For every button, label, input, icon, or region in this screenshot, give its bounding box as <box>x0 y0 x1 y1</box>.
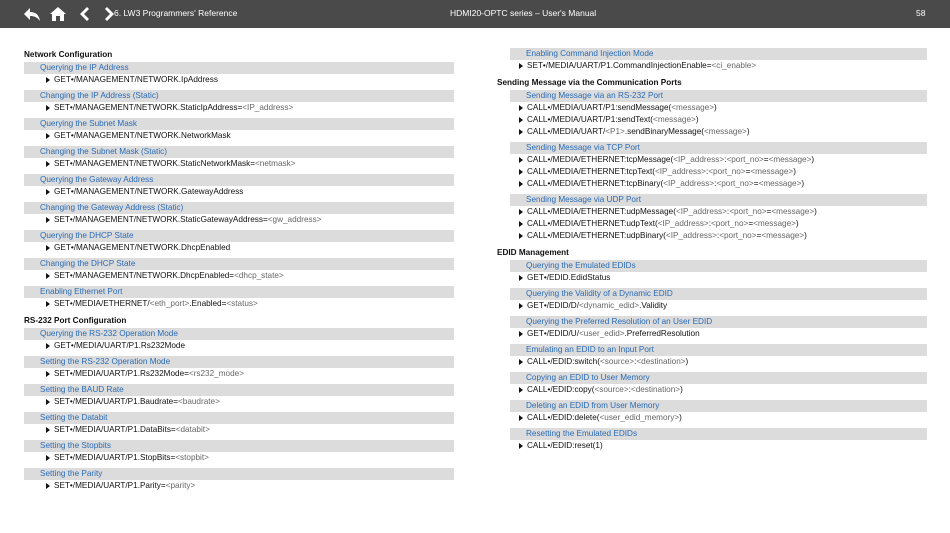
command-line[interactable] <box>497 114 927 126</box>
topic-link[interactable]: Setting the BAUD Rate <box>24 384 454 396</box>
command-text: GET•/EDID/D/<dynamic_edid>.Validity <box>527 301 668 310</box>
command-line[interactable] <box>497 166 927 178</box>
topic-link[interactable]: Setting the Parity <box>24 468 454 480</box>
topic-link[interactable]: Querying the Emulated EDIDs <box>510 260 927 272</box>
command-text: CALL•/EDID:switch(<source>:<destination>) <box>527 357 689 366</box>
command-line[interactable] <box>497 300 927 312</box>
topic-link[interactable]: Sending Message via TCP Port <box>510 142 927 154</box>
command-text: CALL•/MEDIA/ETHERNET:udpBinary(<IP_address>:<port_no>=<message>) <box>527 231 807 240</box>
command-text: CALL•/MEDIA/ETHERNET:tcpBinary(<IP_address>:<port_no>=<message>) <box>527 179 805 188</box>
command-line[interactable] <box>24 214 454 226</box>
command-line[interactable] <box>24 102 454 114</box>
command-text: CALL•/MEDIA/ETHERNET:udpText(<IP_address>:<port_no>=<message>) <box>527 219 799 228</box>
topic-link[interactable]: Querying the Gateway Address <box>24 174 454 186</box>
topic-link[interactable]: Changing the DHCP State <box>24 258 454 270</box>
command-line[interactable] <box>497 154 927 166</box>
section-title: EDID Management <box>497 248 569 257</box>
command-text: SET•/MANAGEMENT/NETWORK.StaticGatewayAddress=<gw_address> <box>54 215 322 224</box>
command-text: SET•/MEDIA/ETHERNET/<eth_port>.Enabled=<status> <box>54 299 258 308</box>
topic-link[interactable]: Querying the Preferred Resolution of an User EDID <box>510 316 927 328</box>
command-text: SET•/MEDIA/UART/P1.DataBits=<databit> <box>54 425 210 434</box>
command-text: GET•/MEDIA/UART/P1.Rs232Mode <box>54 341 186 350</box>
command-text: SET•/MEDIA/UART/P1.Baudrate=<baudrate> <box>54 397 220 406</box>
topic-link[interactable]: Sending Message via an RS-232 Port <box>510 90 927 102</box>
command-text: GET•/MANAGEMENT/NETWORK.NetworkMask <box>54 131 231 140</box>
section-title: RS-232 Port Configuration <box>24 316 127 325</box>
command-line[interactable] <box>497 328 927 340</box>
command-line[interactable] <box>24 368 454 380</box>
command-text: SET•/MEDIA/UART/P1.Rs232Mode=<rs232_mode> <box>54 369 244 378</box>
command-text: SET•/MEDIA/UART/P1.CommandInjectionEnable=<ci_enable> <box>527 61 757 70</box>
command-line[interactable] <box>24 130 454 142</box>
command-text: CALL•/EDID:delete(<user_edid_memory>) <box>527 413 682 422</box>
command-line[interactable] <box>497 230 927 242</box>
command-line[interactable] <box>24 452 454 464</box>
topic-link[interactable]: Setting the RS-232 Operation Mode <box>24 356 454 368</box>
topic-link[interactable]: Sending Message via UDP Port <box>510 194 927 206</box>
command-text: CALL•/MEDIA/UART/P1:sendMessage(<message>) <box>527 103 717 112</box>
command-line[interactable] <box>24 186 454 198</box>
command-line[interactable] <box>497 412 927 424</box>
command-line[interactable] <box>497 272 927 284</box>
topic-link[interactable]: Enabling Command Injection Mode <box>510 48 927 60</box>
command-text: CALL•/MEDIA/ETHERNET:tcpText(<IP_address>:<port_no>=<message>) <box>527 167 796 176</box>
section-title: Network Configuration <box>24 50 113 59</box>
command-text: SET•/MANAGEMENT/NETWORK.StaticNetworkMask=<netmask> <box>54 159 296 168</box>
command-line[interactable] <box>497 356 927 368</box>
section-title: Sending Message via the Communication Ports <box>497 78 682 87</box>
topic-link[interactable]: Resetting the Emulated EDIDs <box>510 428 927 440</box>
command-text: GET•/MANAGEMENT/NETWORK.GatewayAddress <box>54 187 244 196</box>
command-text: CALL•/MEDIA/UART/<P1>.sendBinaryMessage(<message>) <box>527 127 750 136</box>
topic-link[interactable]: Querying the Subnet Mask <box>24 118 454 130</box>
command-text: GET•/EDID.EdidStatus <box>527 273 611 282</box>
topic-link[interactable]: Querying the RS-232 Operation Mode <box>24 328 454 340</box>
right-column <box>497 48 927 456</box>
topic-link[interactable]: Querying the Validity of a Dynamic EDID <box>510 288 927 300</box>
command-line[interactable] <box>24 270 454 282</box>
command-line[interactable] <box>497 126 927 138</box>
command-line[interactable] <box>24 340 454 352</box>
command-line[interactable] <box>497 440 927 452</box>
prev-icon[interactable] <box>74 5 94 23</box>
command-text: CALL•/EDID:reset(1) <box>527 441 603 450</box>
command-text: CALL•/MEDIA/UART/P1:sendText(<message>) <box>527 115 699 124</box>
manual-title: HDMI20-OPTC series – User's Manual <box>450 8 597 18</box>
command-text: GET•/MANAGEMENT/NETWORK.IpAddress <box>54 75 218 84</box>
command-line[interactable] <box>24 242 454 254</box>
command-line[interactable] <box>24 424 454 436</box>
command-text: SET•/MEDIA/UART/P1.StopBits=<stopbit> <box>54 453 209 462</box>
nav-icons <box>22 5 120 23</box>
command-text: GET•/MANAGEMENT/NETWORK.DhcpEnabled <box>54 243 231 252</box>
command-line[interactable] <box>24 158 454 170</box>
command-text: SET•/MANAGEMENT/NETWORK.DhcpEnabled=<dhcp_state> <box>54 271 284 280</box>
command-text: SET•/MEDIA/UART/P1.Parity=<parity> <box>54 481 196 490</box>
topic-link[interactable]: Copying an EDID to User Memory <box>510 372 927 384</box>
page-number: 58 <box>916 8 926 18</box>
command-line[interactable] <box>497 218 927 230</box>
topic-link[interactable]: Changing the Subnet Mask (Static) <box>24 146 454 158</box>
topic-link[interactable]: Changing the Gateway Address (Static) <box>24 202 454 214</box>
command-text: CALL•/MEDIA/ETHERNET:udpMessage(<IP_address>:<port_no>=<message>) <box>527 207 817 216</box>
command-line[interactable] <box>24 74 454 86</box>
command-line[interactable] <box>24 480 454 492</box>
topic-link[interactable]: Setting the Databit <box>24 412 454 424</box>
left-column <box>24 48 454 496</box>
command-line[interactable] <box>497 384 927 396</box>
command-text: CALL•/MEDIA/ETHERNET:tcpMessage(<IP_address>:<port_no>=<message>) <box>527 155 815 164</box>
command-text: CALL•/EDID:copy(<source>:<destination>) <box>527 385 683 394</box>
chapter-title: 6. LW3 Programmers' Reference <box>114 8 238 18</box>
back-icon[interactable] <box>22 5 42 23</box>
command-text: SET•/MANAGEMENT/NETWORK.StaticIpAddress=<IP_address> <box>54 103 294 112</box>
home-icon[interactable] <box>48 5 68 23</box>
topic-link[interactable]: Querying the DHCP State <box>24 230 454 242</box>
topic-link[interactable]: Setting the Stopbits <box>24 440 454 452</box>
topic-link[interactable]: Emulating an EDID to an Input Port <box>510 344 927 356</box>
command-line[interactable] <box>497 102 927 114</box>
topic-link[interactable]: Deleting an EDID from User Memory <box>510 400 927 412</box>
top-navigation-bar <box>0 0 950 28</box>
command-line[interactable] <box>497 206 927 218</box>
topic-link[interactable]: Changing the IP Address (Static) <box>24 90 454 102</box>
command-text: GET•/EDID/U/<user_edid>.PreferredResolution <box>527 329 700 338</box>
topic-link[interactable]: Querying the IP Address <box>24 62 454 74</box>
topic-link[interactable]: Enabling Ethernet Port <box>24 286 454 298</box>
command-line[interactable] <box>497 178 927 190</box>
command-line[interactable] <box>24 298 454 310</box>
command-line[interactable] <box>24 396 454 408</box>
command-line[interactable] <box>497 60 927 72</box>
